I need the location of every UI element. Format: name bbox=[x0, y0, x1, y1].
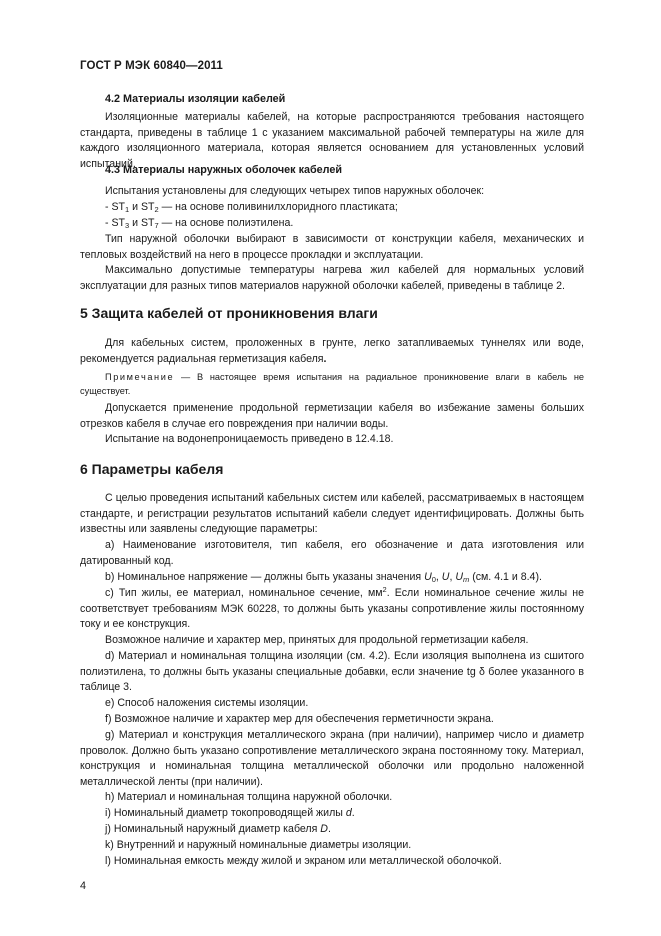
section-4-3-intro: Испытания установлены для следующих четырех типов наружных оболочек: bbox=[105, 185, 485, 197]
parameter-k: k) Внутренний и наружный номинальные диаметры изоляции. bbox=[105, 839, 412, 851]
parameter-d: d) Материал и номинальная толщина изоляции (см. 4.2). Если изоляция выполнена из сшитого полиэтилена, то должны быть указаны специальные добавки, если значение tg δ более указанного в таблице 3. bbox=[80, 650, 584, 694]
parameter-h: h) Материал и номинальная толщина наружной оболочки. bbox=[105, 791, 393, 803]
section-5-heading: 5 Защита кабелей от проникновения влаги bbox=[80, 305, 378, 321]
note-label: Примечание bbox=[105, 372, 175, 382]
parameter-l: l) Номинальная емкость между жилой и экраном или металлической оболочкой. bbox=[105, 855, 502, 867]
parameter-e: e) Способ наложения системы изоляции. bbox=[105, 697, 309, 709]
parameter-c: c) Тип жилы, ее материал, номинальное сечение, $мм^2$. Если номинальное сечение жилы не соответствует требованиям МЭК 60228, то должны быть указаны сопротивление жилы постоянному току и ее конструкция. bbox=[80, 585, 584, 631]
parameter-c-continuation: Возможное наличие и характер мер, принятых для продольной герметизации кабеля. bbox=[105, 634, 529, 646]
document-header: ГОСТ Р МЭК 60840—2011 bbox=[80, 60, 223, 72]
section-5-paragraph-1: Для кабельных систем, проложенных в грунте, легко затапливаемых туннелях или воде, рекомендуется радиальная герметизация кабеля. bbox=[80, 337, 584, 365]
section-5-paragraph-3: Испытание на водонепроницаемость приведено в 12.4.18. bbox=[105, 433, 394, 445]
section-4-2-paragraph: Изоляционные материалы кабелей, на которые распространяются требования настоящего стандарта, приведены в таблице 1 с указанием максимальной рабочей температуры на жиле для каждого изоляционного материала, которая является основанием для установленных условий испытаний. bbox=[80, 111, 584, 170]
section-5-paragraph-2: Допускается применение продольной герметизации кабеля во избежание замены больших отрезков кабеля в случае его повреждения при наличии воды. bbox=[80, 402, 584, 430]
section-6-intro: С целью проведения испытаний кабельных систем или кабелей, рассматриваемых в настоящем стандарте, и регистрации результатов испытаний кабели следует идентифицировать. Должны быть известны или заявлены следующие параметры: bbox=[80, 492, 584, 536]
section-4-3-paragraph-3: Максимально допустимые температуры нагрева жил кабелей для нормальных условий эксплуатации для разных типов материалов наружной оболочки кабелей, приведены в таблице 2. bbox=[80, 264, 584, 292]
section-4-3-heading: 4.3 Материалы наружных оболочек кабелей bbox=[105, 164, 343, 176]
parameter-g: g) Материал и конструкция металлического экрана (при наличии), например число и диаметр проволок. Должно быть указано сопротивление металлического экрана постоянному току. Материал, конструкция и номинальная толщина металлической оболочки или продольно наложенной металлической ленты (при наличии). bbox=[80, 729, 584, 788]
parameter-a: a) Наименование изготовителя, тип кабеля, его обозначение и дата изготовления или датированный код. bbox=[80, 539, 584, 567]
section-5-note: Примечание — В настоящее время испытания на радиальное проникновение влаги в кабель не существует. bbox=[80, 372, 584, 396]
section-4-3-paragraph-2: Тип наружной оболочки выбирают в зависимости от конструкции кабеля, механических и тепловых воздействий на него в процессе прокладки и эксплуатации. bbox=[80, 233, 584, 261]
parameter-j: j) Номинальный наружный диаметр кабеля D. bbox=[105, 823, 331, 835]
sheath-list-item-2: - $ST_3$ и $ST_7$ — на основе полиэтилена. bbox=[105, 217, 294, 230]
section-6-heading: 6 Параметры кабеля bbox=[80, 461, 224, 477]
sheath-list-item-1: - $ST_1$ и $ST_2$ — на основе поливинилхлоридного пластиката; bbox=[105, 201, 398, 214]
parameter-f: f) Возможное наличие и характер мер для обеспечения герметичности экрана. bbox=[105, 713, 494, 725]
parameter-b: b) Номинальное напряжение — должны быть указаны значения $U_0$, U, $U_m$ (см. 4.1 и 8.4). bbox=[105, 571, 542, 584]
section-4-2-heading: 4.2 Материалы изоляции кабелей bbox=[105, 93, 286, 105]
page-number: 4 bbox=[80, 880, 87, 892]
parameter-i: i) Номинальный диаметр токопроводящей жилы d. bbox=[105, 807, 355, 819]
